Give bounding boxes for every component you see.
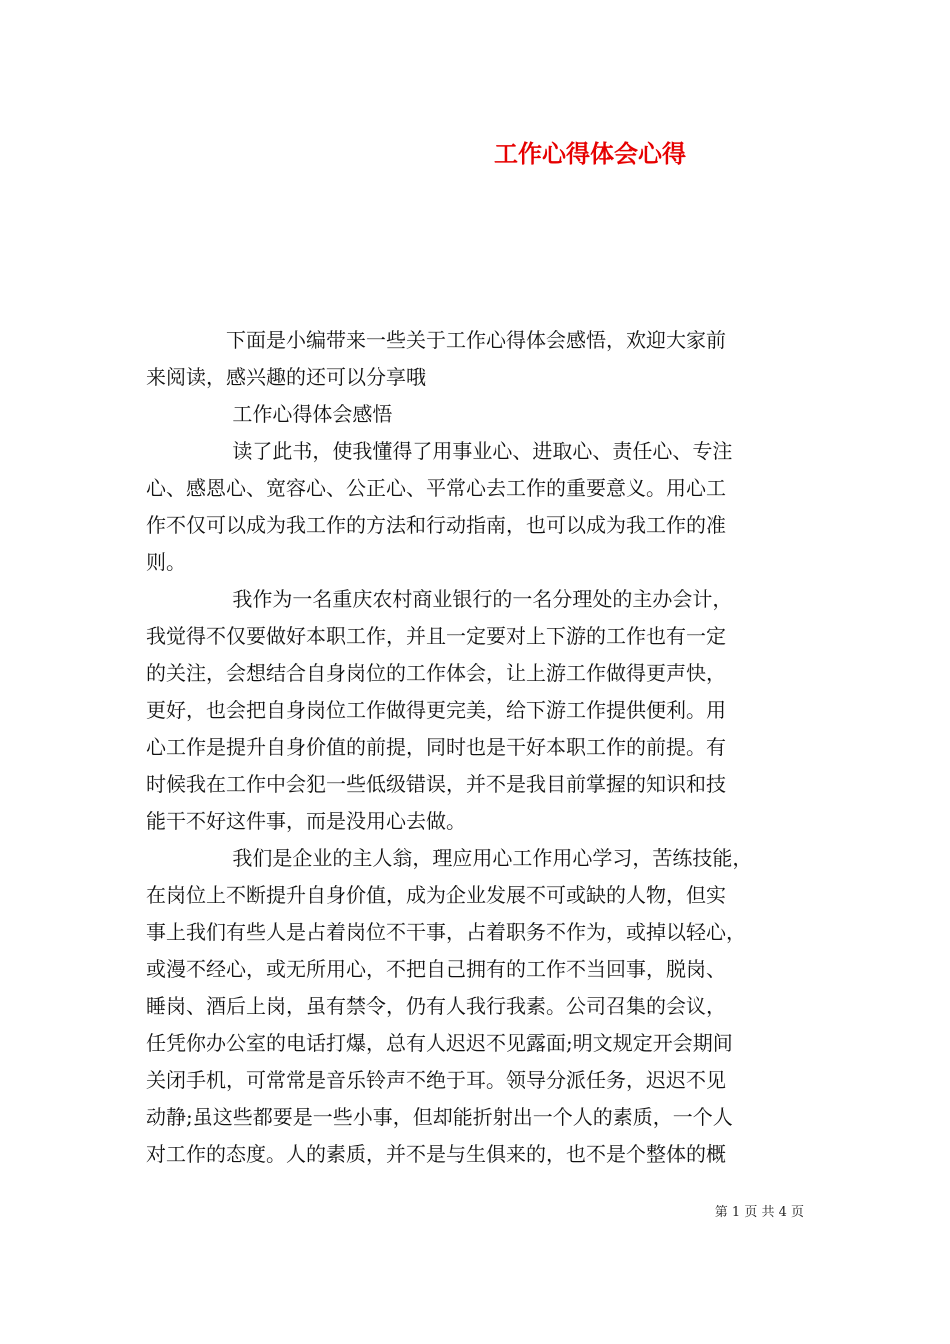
- body-line: 的关注，会想结合自身岗位的工作体会，让上游工作做得更声快，: [146, 661, 726, 685]
- body-line: 我作为一名重庆农村商业银行的一名分理处的主办会计，: [146, 587, 733, 611]
- body-line: 心、感恩心、宽容心、公正心、平常心去工作的重要意义。用心工: [146, 476, 726, 500]
- body-line: 事上我们有些人是占着岗位不干事，占着职务不作为，或掉以轻心，: [146, 920, 746, 944]
- body-line: 能干不好这件事，而是没用心去做。: [146, 809, 466, 833]
- body-line: 来阅读，感兴趣的还可以分享哦: [146, 365, 426, 389]
- body-line: 时候我在工作中会犯一些低级错误，并不是我目前掌握的知识和技: [146, 772, 726, 796]
- body-line: 睡岗、酒后上岗，虽有禁令，仍有人我行我素。公司召集的会议，: [146, 994, 726, 1018]
- body-line: 我们是企业的主人翁，理应用心工作用心学习，苦练技能，: [146, 846, 753, 870]
- body-line: 工作心得体会感悟: [146, 402, 393, 426]
- document-body: [146, 322, 812, 1173]
- body-line: 关闭手机，可常常是音乐铃声不绝于耳。领导分派任务，迟迟不见: [146, 1068, 726, 1092]
- page-number: 第 1 页 共 4 页: [714, 1205, 804, 1220]
- body-line: 任凭你办公室的电话打爆，总有人迟迟不见露面;明文规定开会期间: [146, 1031, 733, 1055]
- body-line: 则。: [146, 550, 186, 574]
- body-line: 或漫不经心，或无所用心，不把自己拥有的工作不当回事，脱岗、: [146, 957, 726, 981]
- body-line: 我觉得不仅要做好本职工作，并且一定要对上下游的工作也有一定: [146, 624, 726, 648]
- body-line: 作不仅可以成为我工作的方法和行动指南，也可以成为我工作的准: [146, 513, 726, 537]
- body-line: 动静;虽这些都要是一些小事，但却能折射出一个人的素质，一个人: [146, 1105, 733, 1129]
- body-line: 读了此书，使我懂得了用事业心、进取心、责任心、专注: [146, 439, 733, 463]
- body-line: 下面是小编带来一些关于工作心得体会感悟，欢迎大家前: [146, 328, 726, 352]
- body-line: 在岗位上不断提升自身价值，成为企业发展不可或缺的人物，但实: [146, 883, 726, 907]
- body-line: 心工作是提升自身价值的前提，同时也是干好本职工作的前提。有: [146, 735, 726, 759]
- document-title: 工作心得体会心得: [494, 139, 686, 168]
- body-line: 更好，也会把自身岗位工作做得更完美，给下游工作提供便利。用: [146, 698, 726, 722]
- body-line: 对工作的态度。人的素质，并不是与生俱来的，也不是个整体的概: [146, 1142, 726, 1166]
